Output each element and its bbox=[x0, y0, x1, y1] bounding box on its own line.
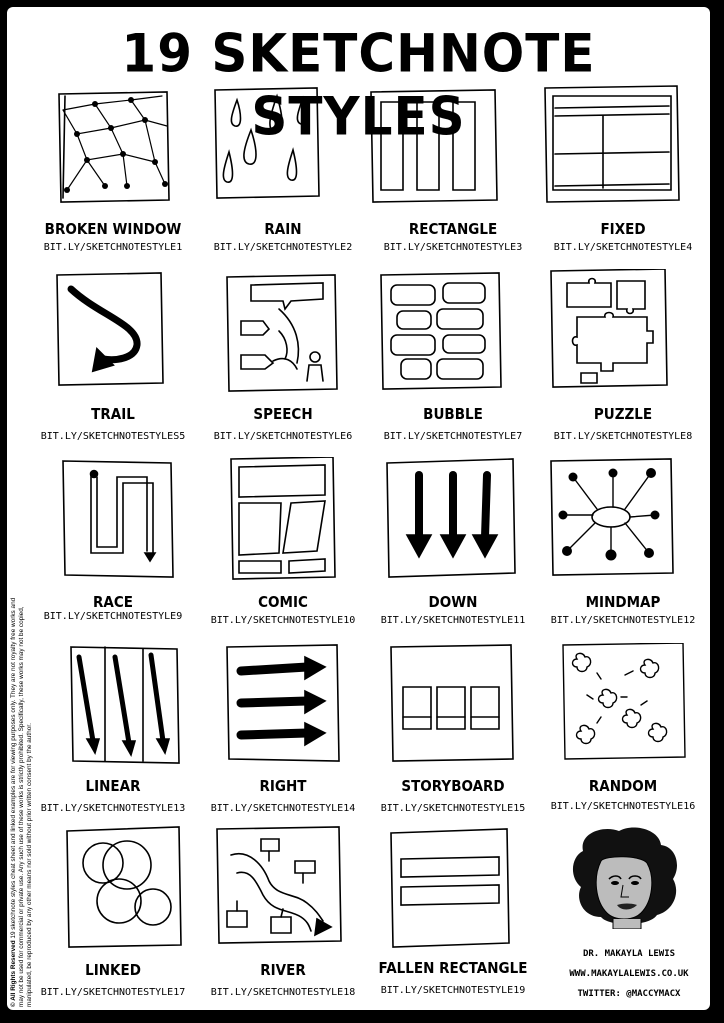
style-name: FALLEN RECTANGLE bbox=[378, 959, 528, 977]
style-link[interactable]: BIT.LY/SKETCHNOTESTYLE1 bbox=[43, 242, 183, 253]
style-link[interactable]: BIT.LY/SKETCHNOTESTYLE7 bbox=[383, 431, 523, 442]
style-name: STORYBOARD bbox=[401, 777, 505, 795]
style-link[interactable]: BIT.LY/SKETCHNOTESTYLE8 bbox=[553, 431, 693, 442]
style-link[interactable]: BIT.LY/SKETCHNOTESTYLE4 bbox=[553, 242, 693, 253]
style-link[interactable]: BIT.LY/SKETCHNOTESTYLE10 bbox=[210, 615, 356, 626]
style-card-random bbox=[537, 643, 709, 828]
right-icon bbox=[197, 643, 369, 773]
style-name: RIVER bbox=[260, 961, 306, 979]
puzzle-icon bbox=[537, 269, 709, 409]
style-name: RECTANGLE bbox=[408, 220, 498, 238]
style-card-river bbox=[197, 825, 369, 1010]
style-card-rain bbox=[197, 82, 369, 267]
rectangle-icon bbox=[367, 82, 539, 222]
style-card-down bbox=[367, 457, 539, 642]
style-name: SPEECH bbox=[253, 405, 313, 423]
style-name: RIGHT bbox=[259, 777, 307, 795]
style-card-comic bbox=[197, 457, 369, 642]
style-link[interactable]: BIT.LY/SKETCHNOTESTYLE19 bbox=[380, 985, 526, 996]
style-card-right bbox=[197, 643, 369, 828]
fallen-rectangle-icon bbox=[367, 825, 539, 955]
linear-icon bbox=[27, 643, 199, 773]
style-name: TRAIL bbox=[91, 405, 135, 423]
author-name: DR. MAKAYLA LEWIS bbox=[582, 949, 676, 959]
storyboard-icon bbox=[367, 643, 539, 773]
fixed-icon bbox=[537, 82, 709, 222]
style-card-rectangle bbox=[367, 82, 539, 267]
style-name: PUZZLE bbox=[593, 405, 653, 423]
style-card-trail bbox=[27, 269, 199, 454]
style-card-bubble bbox=[367, 269, 539, 454]
page-title: 19 SKETCHNOTE STYLES bbox=[121, 23, 596, 147]
style-card-mindmap bbox=[537, 457, 709, 642]
race-icon bbox=[27, 457, 199, 587]
style-link[interactable]: BIT.LY/SKETCHNOTESTYLE3 bbox=[383, 242, 523, 253]
style-link[interactable]: BIT.LY/SKETCHNOTESTYLE15 bbox=[380, 803, 526, 814]
down-icon bbox=[367, 457, 539, 587]
broken-window-icon bbox=[27, 82, 199, 222]
style-name: LINEAR bbox=[85, 777, 141, 795]
style-link[interactable]: BIT.LY/SKETCHNOTESTYLE18 bbox=[210, 987, 356, 998]
style-link[interactable]: BIT.LY/SKETCHNOTESTYLE2 bbox=[213, 242, 353, 253]
style-name: BROKEN WINDOW bbox=[44, 220, 182, 238]
author-twitter[interactable]: TWITTER: @MACCYMACX bbox=[577, 989, 681, 999]
style-name: FIXED bbox=[600, 220, 646, 238]
style-name: COMIC bbox=[258, 593, 308, 611]
comic-icon bbox=[197, 457, 369, 587]
bubble-icon bbox=[367, 269, 539, 409]
copyright-label: © All Rights Reserved bbox=[10, 940, 17, 1007]
style-link[interactable]: BIT.LY/SKETCHNOTESTYLE12 bbox=[550, 615, 696, 626]
style-card-puzzle bbox=[537, 269, 709, 454]
style-name: DOWN bbox=[428, 593, 478, 611]
style-card-fixed bbox=[537, 82, 709, 267]
linked-icon bbox=[27, 825, 199, 955]
style-card-storyboard bbox=[367, 643, 539, 828]
cheat-sheet bbox=[7, 7, 710, 1010]
style-link[interactable]: BIT.LY/SKETCHNOTESTYLE17 bbox=[40, 987, 186, 998]
style-card-race bbox=[27, 457, 199, 642]
random-icon bbox=[537, 643, 709, 773]
river-icon bbox=[197, 825, 369, 955]
speech-icon bbox=[197, 269, 369, 409]
rain-icon bbox=[197, 82, 369, 222]
style-link[interactable]: BIT.LY/SKETCHNOTESTYLE9 bbox=[43, 611, 183, 622]
style-link[interactable]: BIT.LY/SKETCHNOTESTYLE14 bbox=[210, 803, 356, 814]
style-name: RANDOM bbox=[588, 777, 658, 795]
style-card-fallen-rectangle bbox=[367, 825, 539, 1010]
style-link[interactable]: BIT.LY/SKETCHNOTESTYLE6 bbox=[213, 431, 353, 442]
style-name: LINKED bbox=[85, 961, 141, 979]
style-link[interactable]: BIT.LY/SKETCHNOTESTYLE16 bbox=[550, 801, 696, 812]
style-name: RAIN bbox=[264, 220, 302, 238]
style-name: BUBBLE bbox=[423, 405, 483, 423]
style-card-linear bbox=[27, 643, 199, 828]
style-link[interactable]: BIT.LY/SKETCHNOTESTYLE11 bbox=[380, 615, 526, 626]
style-card-linked bbox=[27, 825, 199, 1010]
copyright-text: 19 sketchnote styles cheat sheet and linked examples are for viewing purposes only. They are not royalty free works and may not be used for commercial or private use. Any such use of these works is strictly prohibited. Specifically, these works may not be copied, manipulated, be reproduced by any other means nor sold without prior written consent by the author. bbox=[10, 597, 33, 1007]
style-link[interactable]: BIT.LY/SKETCHNOTESTYLES5 bbox=[40, 431, 186, 442]
style-name: RACE bbox=[93, 593, 133, 611]
style-name: MINDMAP bbox=[585, 593, 661, 611]
style-link[interactable]: BIT.LY/SKETCHNOTESTYLE13 bbox=[40, 803, 186, 814]
copyright-notice bbox=[10, 597, 34, 1007]
style-card-broken-window bbox=[27, 82, 199, 267]
trail-icon bbox=[27, 269, 199, 409]
mindmap-icon bbox=[537, 457, 709, 587]
author-website[interactable]: WWW.MAKAYLALEWIS.CO.UK bbox=[569, 969, 689, 979]
author-block bbox=[549, 825, 709, 1005]
author-portrait-icon bbox=[549, 825, 709, 929]
style-card-speech bbox=[197, 269, 369, 454]
